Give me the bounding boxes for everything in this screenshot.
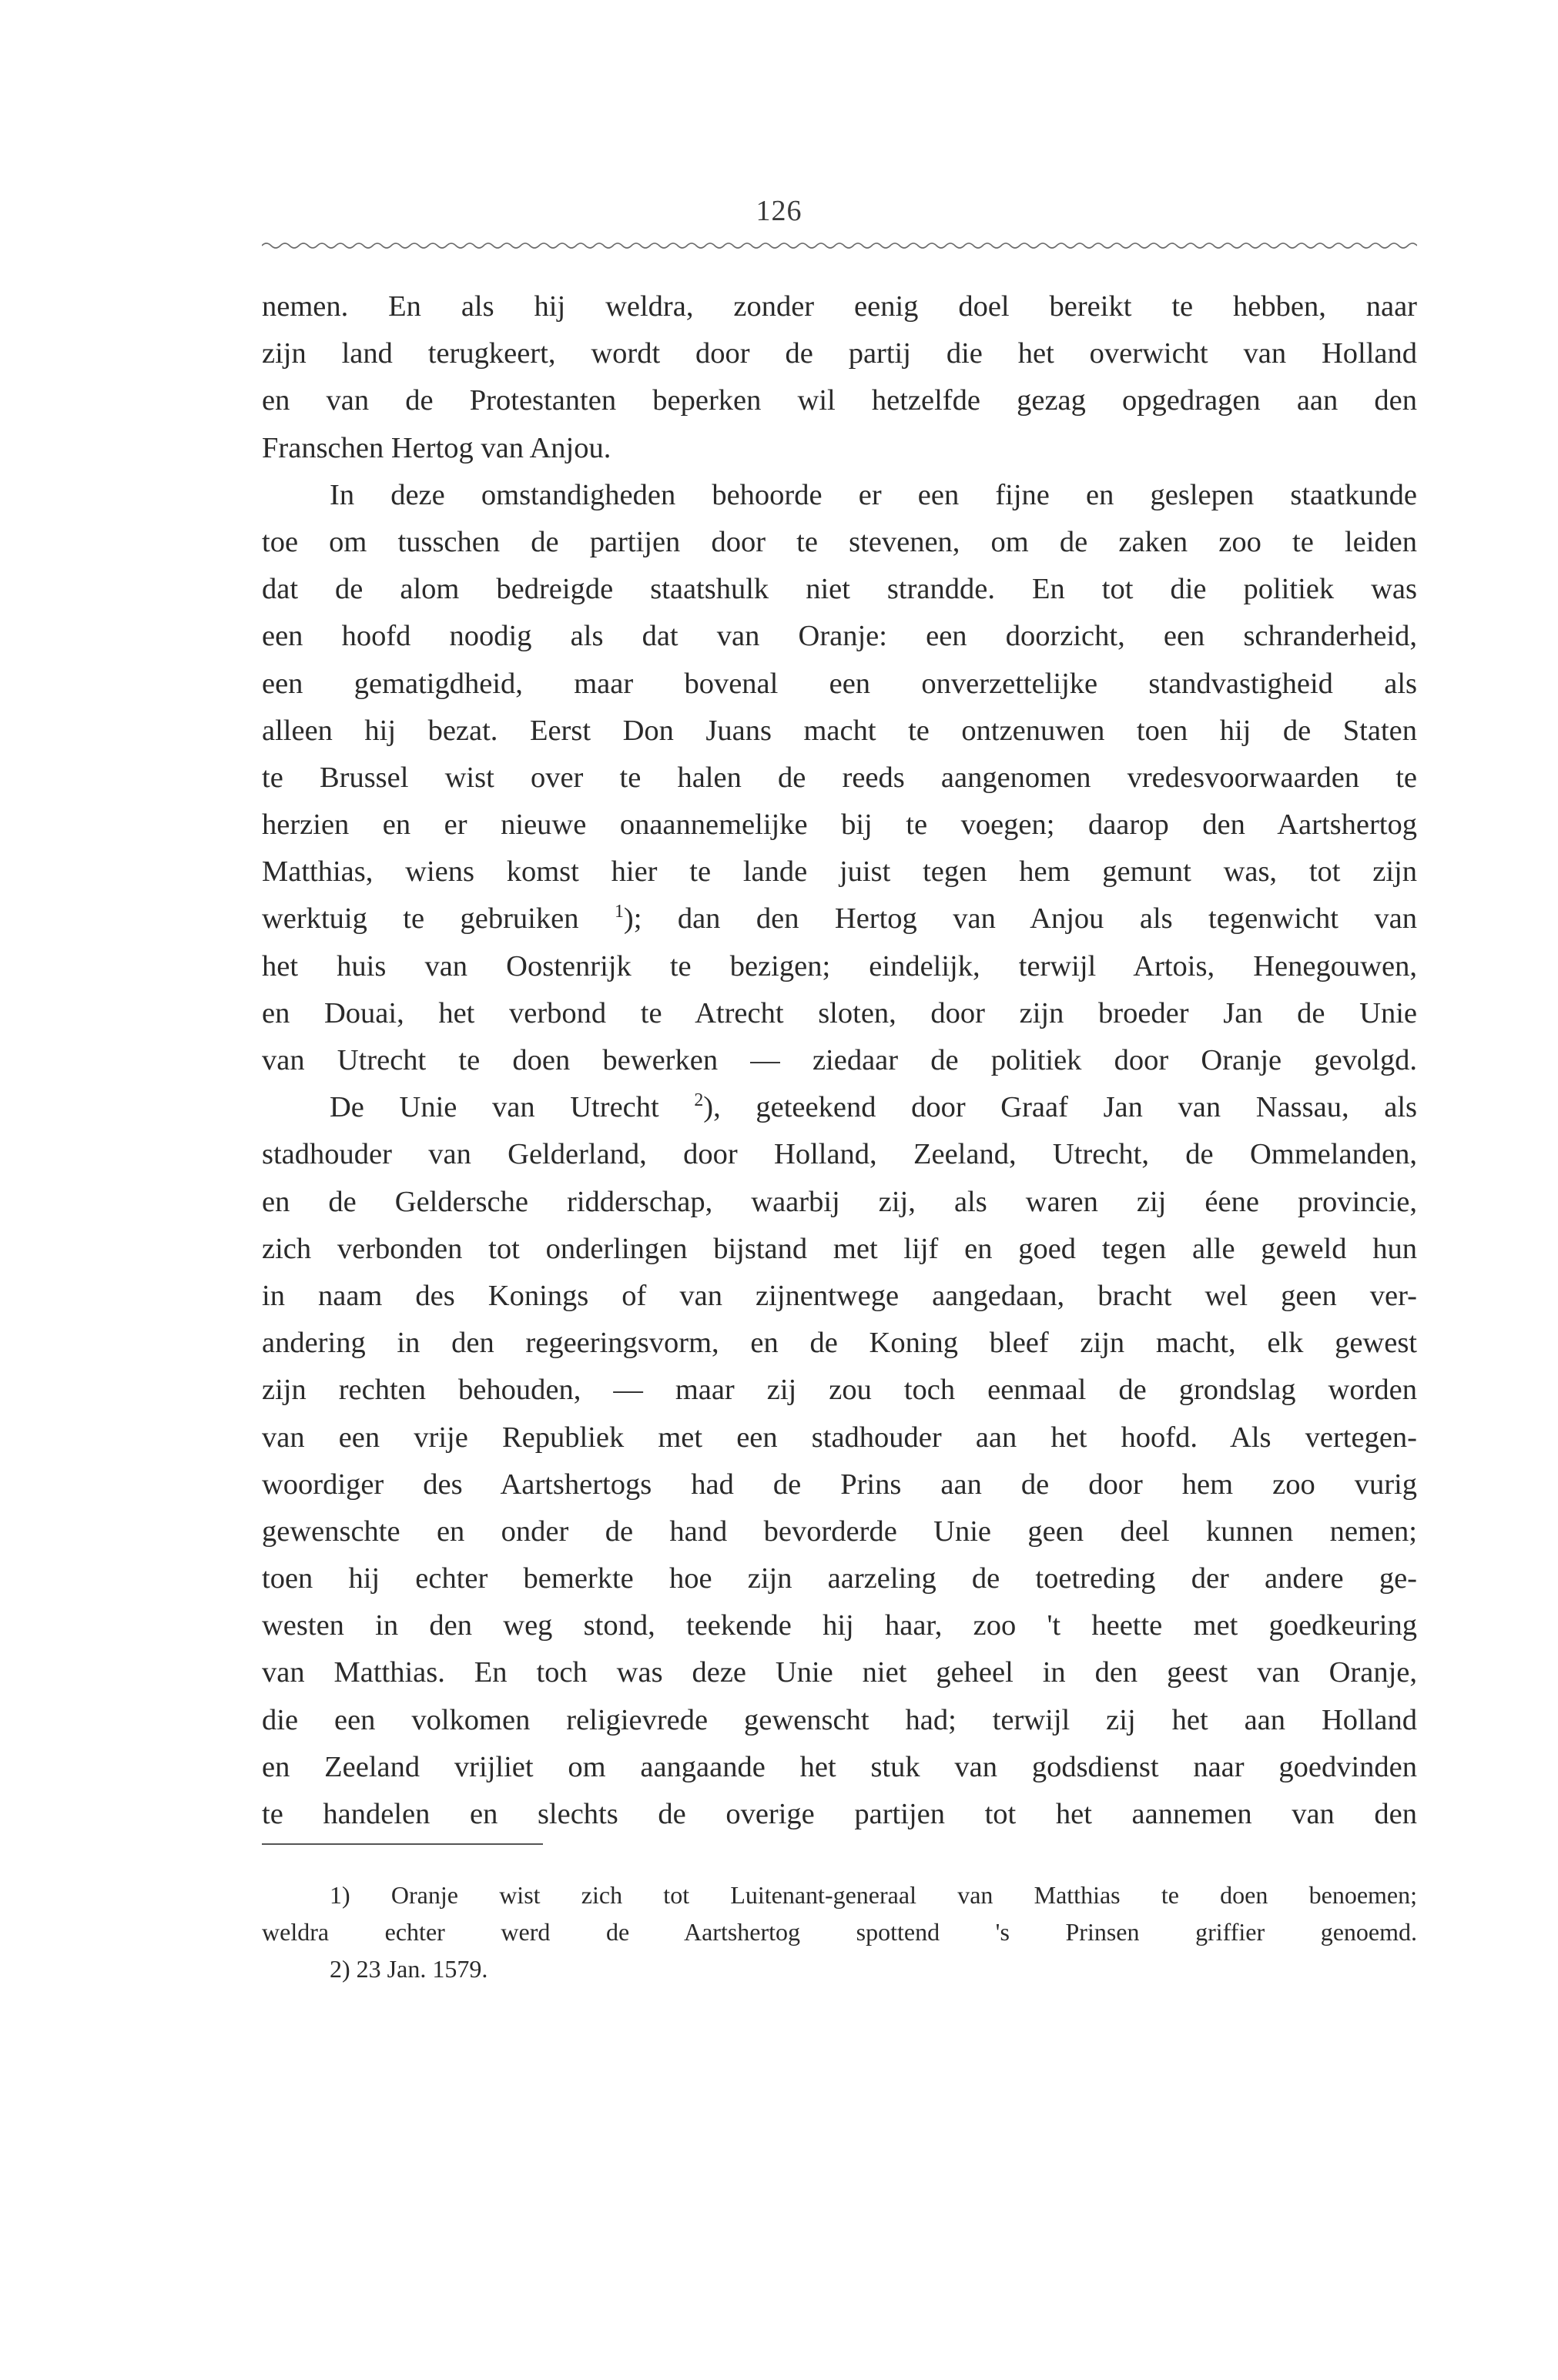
text-line: Franschen Hertog van Anjou. bbox=[262, 431, 611, 464]
text-line: herzien en er nieuwe onaannemelijke bij te voegen; daarop den Aartshertog bbox=[262, 808, 1417, 842]
text-line: en de Geldersche ridderschap, waarbij zij, als waren zij éene provincie, bbox=[262, 1185, 1417, 1218]
text-line: dat de alom bedreigde staatshulk niet strandde. En tot die politiek was bbox=[262, 573, 1417, 606]
text-line: Matthias, wiens komst hier te lande juist tegen hem gemunt was, tot zijn bbox=[262, 855, 1417, 889]
text-line: in naam des Konings of van zijnentwege aangedaan, bracht wel geen ver- bbox=[262, 1279, 1417, 1312]
text-segment: werktuig te gebruiken bbox=[262, 902, 579, 936]
footnote-text: 23 Jan. 1579. bbox=[356, 1955, 488, 1983]
text-line: het huis van Oostenrijk te bezigen; eindelijk, terwijl Artois, Henegouwen, bbox=[262, 949, 1417, 982]
text-line: en Douai, het verbond te Atrecht sloten, door zijn broeder Jan de Unie bbox=[262, 996, 1417, 1029]
text-line: gewenschte en onder de hand bevorderde Unie geen deel kunnen nemen; bbox=[262, 1515, 1417, 1548]
footnote-marker: 1 bbox=[614, 902, 624, 922]
footnote-continuation: weldra echter werd de Aartshertog spottend 's Prinsen griffier genoemd. bbox=[262, 1918, 1417, 1946]
ornamental-wavy-rule bbox=[262, 240, 1417, 251]
footnote-2 bbox=[262, 1950, 1417, 1987]
text-line: en van de Protestanten beperken wil hetzelfde gezag opgedragen aan den bbox=[262, 384, 1417, 417]
text-line: zijn rechten behouden, — maar zij zou toch eenmaal de grondslag worden bbox=[262, 1374, 1417, 1407]
footnote-marker: 1) bbox=[330, 1881, 350, 1909]
text-line: van Utrecht te doen bewerken — ziedaar de politiek door Oranje gevolgd. bbox=[262, 1044, 1417, 1076]
text-line-with-footnote bbox=[262, 895, 1417, 942]
text-line: zijn land terugkeert, wordt door de partij die het overwicht van Holland bbox=[262, 337, 1417, 370]
paragraph-start-line bbox=[262, 1084, 1417, 1131]
text-line: een gematigdheid, maar bovenal een onverzettelijke standvastigheid als bbox=[262, 667, 1417, 700]
text-line: toen hij echter bemerkte hoe zijn aarzeling de toetreding der andere ge- bbox=[262, 1562, 1417, 1595]
text-segment: ), geteekend door Graaf Jan van Nassau, als bbox=[703, 1091, 1417, 1124]
footnotes bbox=[262, 1876, 1417, 1987]
paragraph-start-line: In deze omstandigheden behoorde er een fijne en geslepen staatkunde bbox=[330, 478, 1417, 511]
text-line: westen in den weg stond, teekende hij haar, zoo 't heette met goedkeuring bbox=[262, 1609, 1417, 1642]
footnote-1 bbox=[262, 1876, 1417, 1913]
text-segment: ); dan den Hertog van Anjou als tegenwicht van bbox=[623, 902, 1417, 936]
text-line: alleen hij bezat. Eerst Don Juans macht te ontzenuwen toen hij de Staten bbox=[262, 714, 1417, 747]
footnote-text: Oranje wist zich tot Luitenant-generaal van Matthias te doen benoemen; bbox=[390, 1881, 1417, 1909]
text-line: van een vrije Republiek met een stadhouder aan het hoofd. Als vertegen- bbox=[262, 1421, 1417, 1454]
body-text bbox=[262, 283, 1417, 1838]
text-line: zich verbonden tot onderlingen bijstand met lijf en goed tegen alle geweld hun bbox=[262, 1232, 1417, 1265]
text-segment: De Unie van Utrecht bbox=[330, 1091, 659, 1124]
text-line: te handelen en slechts de overige partijen tot het aannemen van den bbox=[262, 1798, 1417, 1830]
footnote-marker: 2 bbox=[694, 1090, 704, 1111]
text-line: die een volkomen religievrede gewenscht had; terwijl zij het aan Holland bbox=[262, 1703, 1417, 1736]
footnote-separator bbox=[262, 1843, 543, 1845]
page-number: 126 bbox=[756, 195, 802, 227]
text-line: nemen. En als hij weldra, zonder eenig doel bereikt te hebben, naar bbox=[262, 290, 1417, 323]
text-line: andering in den regeeringsvorm, en de Koning bleef zijn macht, elk gewest bbox=[262, 1327, 1417, 1360]
text-line: te Brussel wist over te halen de reeds aangenomen vredesvoorwaarden te bbox=[262, 761, 1417, 794]
text-line: toe om tusschen de partijen door te stevenen, om de zaken zoo te leiden bbox=[262, 525, 1417, 558]
text-line: woordiger des Aartshertogs had de Prins aan de door hem zoo vurig bbox=[262, 1468, 1417, 1501]
text-line: van Matthias. En toch was deze Unie niet geheel in den geest van Oranje, bbox=[262, 1656, 1417, 1689]
text-line: een hoofd noodig als dat van Oranje: een doorzicht, een schranderheid, bbox=[262, 620, 1417, 653]
footnote-marker: 2) bbox=[330, 1955, 350, 1983]
text-line: stadhouder van Gelderland, door Holland, Zeeland, Utrecht, de Ommelanden, bbox=[262, 1138, 1417, 1171]
text-line: en Zeeland vrijliet om aangaande het stuk van godsdienst naar goedvinden bbox=[262, 1750, 1417, 1783]
